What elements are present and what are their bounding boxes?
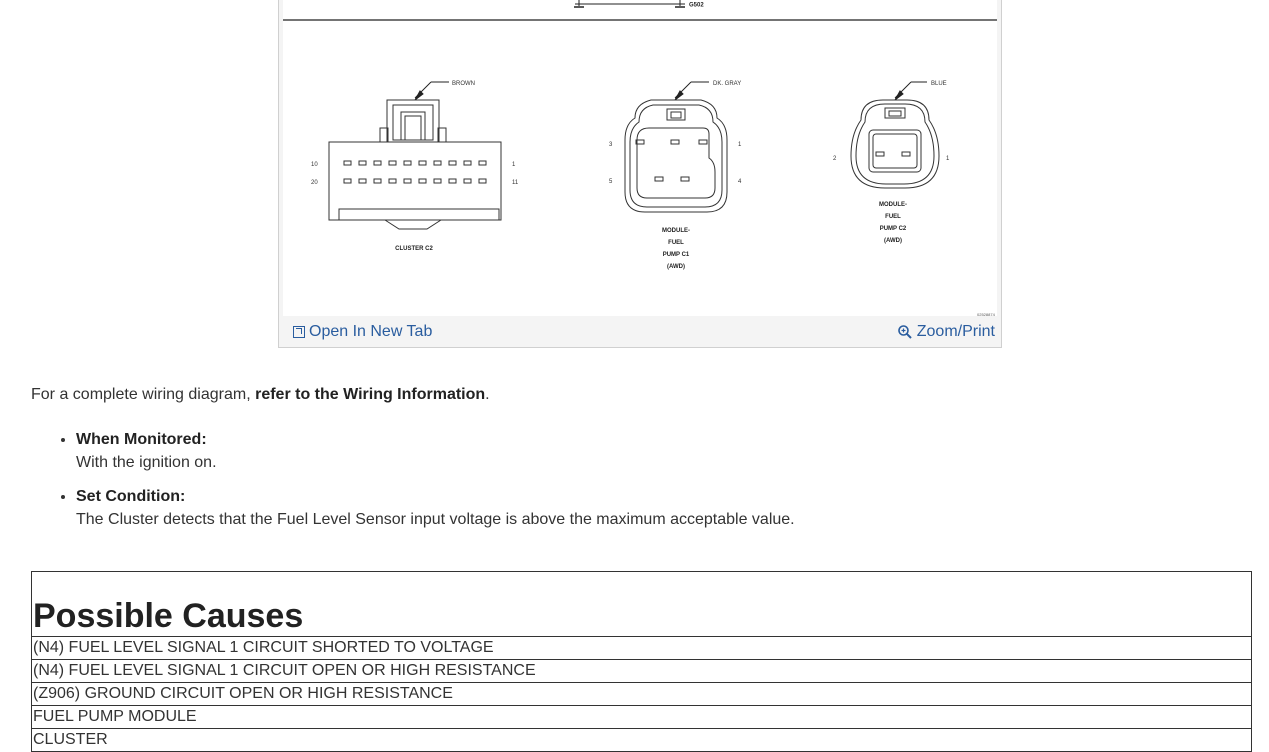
list-item	[76, 485, 1176, 531]
ground-wire	[574, 0, 704, 9]
svg-text:1: 1	[738, 142, 742, 148]
wiring-reference-paragraph: For a complete wiring diagram, refer to the Wiring Information.	[31, 386, 490, 403]
open-in-new-tab-link[interactable]	[293, 322, 432, 342]
pin-cavity	[464, 179, 471, 183]
svg-text:(AWD): (AWD)	[884, 238, 902, 244]
svg-text:4: 4	[738, 179, 742, 185]
svg-text:PUMP C1: PUMP C1	[662, 252, 690, 258]
svg-text:MODULE-: MODULE-	[662, 228, 690, 234]
connector-name: CLUSTER C2	[395, 246, 433, 252]
open-in-new-tab-label: Open In New Tab	[309, 323, 433, 340]
pin-cavity	[434, 161, 441, 165]
table-row: FUEL PUMP MODULE	[32, 706, 1252, 729]
pin-cavity	[479, 179, 486, 183]
monitor-info-list	[38, 428, 1176, 542]
svg-text:11: 11	[512, 180, 519, 186]
list-item	[76, 428, 1176, 474]
zoom-print-label: Zoom/Print	[916, 323, 995, 340]
pin-cavity	[359, 179, 366, 183]
wiring-information-link[interactable]: refer to the Wiring Information	[255, 386, 486, 403]
svg-text:2: 2	[833, 156, 837, 162]
ground-label: G502	[689, 2, 704, 9]
svg-text:3: 3	[609, 142, 613, 148]
possible-causes-table	[31, 571, 1252, 752]
svg-text:PUMP C2: PUMP C2	[879, 226, 907, 232]
pin-cavity	[389, 161, 396, 165]
table-row: (Z906) GROUND CIRCUIT OPEN OR HIGH RESISTANCE	[32, 683, 1252, 706]
table-row: CLUSTER	[32, 729, 1252, 752]
svg-text:DK. GRAY: DK. GRAY	[713, 81, 742, 87]
svg-text:FUEL: FUEL	[885, 214, 901, 220]
pin-cavity	[449, 179, 456, 183]
pin-cavity	[449, 161, 456, 165]
svg-text:10: 10	[311, 162, 318, 168]
svg-text:FUEL: FUEL	[668, 240, 684, 246]
connector-diagram	[283, 0, 997, 316]
pin-cavity	[479, 161, 486, 165]
cluster-pins	[344, 161, 486, 183]
pin-cavity	[374, 161, 381, 165]
pin-cavity	[464, 161, 471, 165]
svg-text:1: 1	[946, 156, 950, 162]
open-new-tab-icon	[293, 326, 305, 338]
cluster-c2-connector	[311, 81, 519, 252]
when-monitored-text: With the ignition on.	[76, 454, 217, 471]
svg-text:MODULE-: MODULE-	[879, 202, 907, 208]
set-condition-text: The Cluster detects that the Fuel Level Sensor input voltage is above the maximum acceptable value.	[76, 511, 795, 528]
svg-text:(AWD): (AWD)	[667, 264, 685, 270]
pin-cavity	[419, 179, 426, 183]
possible-causes-title: Possible Causes	[32, 572, 1252, 637]
image-id: 02528874	[977, 312, 995, 316]
table-row: (N4) FUEL LEVEL SIGNAL 1 CIRCUIT SHORTED TO VOLTAGE	[32, 637, 1252, 660]
pin-cavity	[434, 179, 441, 183]
pin-cavity	[359, 161, 366, 165]
fuel-pump-c1-connector	[609, 81, 742, 270]
pin-cavity	[404, 161, 411, 165]
pin-cavity	[344, 179, 351, 183]
pin-cavity	[419, 161, 426, 165]
svg-text:20: 20	[311, 180, 318, 186]
svg-text:5: 5	[609, 179, 613, 185]
zoom-print-link[interactable]	[897, 322, 995, 342]
table-row: (N4) FUEL LEVEL SIGNAL 1 CIRCUIT OPEN OR HIGH RESISTANCE	[32, 660, 1252, 683]
magnifier-icon	[897, 324, 913, 340]
svg-text:BLUE: BLUE	[931, 81, 947, 87]
pin-cavity	[374, 179, 381, 183]
pin-cavity	[344, 161, 351, 165]
svg-text:1: 1	[512, 162, 516, 168]
when-monitored-label: • When Monitored:	[76, 431, 207, 448]
pin-cavity	[389, 179, 396, 183]
wire-color-label: BROWN	[452, 81, 475, 87]
wiring-figure	[278, 0, 1002, 348]
fuel-pump-c2-connector	[833, 81, 950, 244]
pin-cavity	[404, 179, 411, 183]
set-condition-label: • Set Condition:	[76, 488, 186, 505]
